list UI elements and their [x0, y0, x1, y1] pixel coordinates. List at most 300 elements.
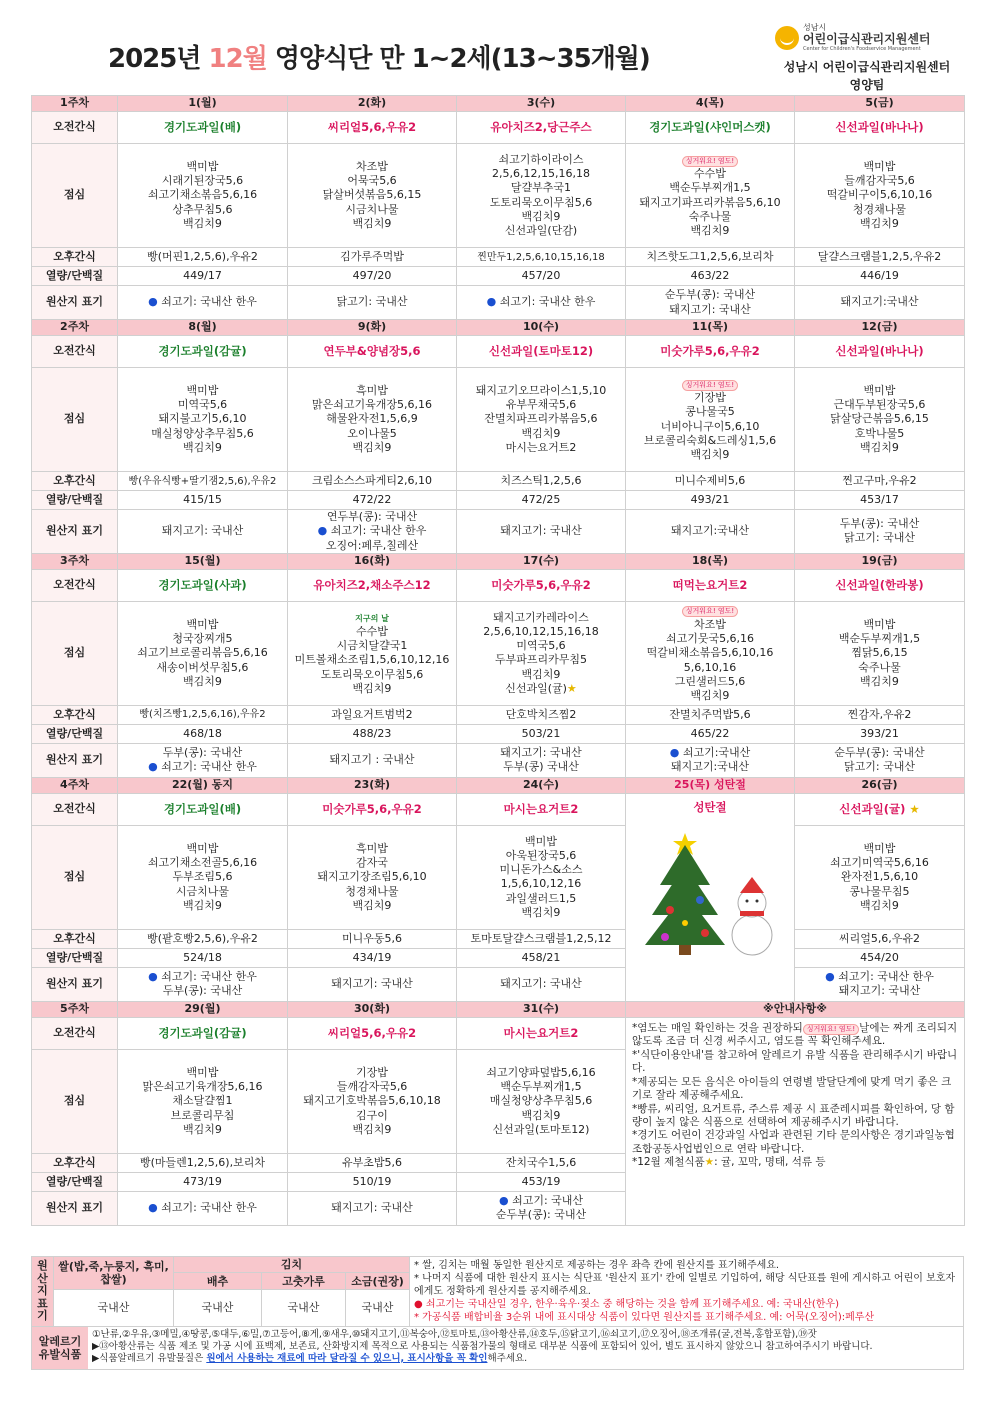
week-label: 3주차 — [32, 553, 118, 569]
origin-notes: * 쌀, 김치는 매월 동일한 원산지로 제공하는 경우 좌측 칸에 원산지를 표기해주세요. * 나머지 식품에 대한 원산지 표시는 식단표 '원산지 표기' 칸에 일별로 기입하여, 해당 식단표를 원에 게시하고 어린이 보호자에게도 정확하게 원산지를 공지해주세요. ● 쇠고기는 국내산일 경우, 한우·육우·젖소 중 해당하는 것을 함께 표기해주세요. 예: 국내산(한우) * 가공식품 배합비율 3순위 내에 표시대상 식품이 있다면 원산지를 표기해주세요. 예: 어묵(오징어):페루산 — [410, 1257, 964, 1327]
am-snack-cell — [795, 793, 965, 825]
nutrition-cell: 457/20 — [457, 267, 626, 286]
pm-snack-row — [32, 929, 965, 948]
am-snack-text: 경기도과일(샤인머스캣) — [649, 120, 771, 135]
am-snack-cell — [626, 569, 795, 601]
menu-item: 백순두부찌개1,5 — [838, 631, 921, 645]
row-label-pm: 오후간식 — [32, 472, 118, 491]
day-header: 17(수) — [457, 553, 626, 569]
menu-item: 도토리묵오이무침5,6 — [489, 195, 593, 209]
menu-item: 청경채나물 — [852, 202, 907, 216]
allergy-section — [31, 1326, 964, 1370]
menu-item: 들깨감자국5,6 — [844, 174, 915, 188]
row-label-nutrition: 열량/단백질 — [32, 267, 118, 286]
lunch-cell — [288, 825, 457, 929]
am-snack-cell — [288, 793, 457, 825]
origin-text: 돼지고기:국내산 — [670, 524, 750, 538]
pm-snack-cell: 과일요거트범벅2 — [288, 705, 457, 724]
menu-item: 2,5,6,12,15,16,18 — [492, 166, 590, 180]
week-label: 2주차 — [32, 320, 118, 336]
am-snack-text: 경기도과일(감귤) — [158, 1025, 247, 1040]
lunch-cell — [626, 368, 795, 472]
day-header: 19(금) — [795, 553, 965, 569]
lunch-cell — [626, 144, 795, 248]
menu-item: 백김치9 — [690, 689, 730, 703]
cabbage-origin: 국내산 — [174, 1289, 262, 1326]
menu-item: 도토리묵오이무침5,6 — [320, 667, 424, 681]
menu-item: 맑은쇠고기육개장5,6,16 — [312, 398, 432, 412]
menu-item: 신선과일(단감) — [504, 224, 578, 238]
origin-row — [32, 286, 965, 320]
lunch-cell — [457, 144, 626, 248]
am-snack-cell — [795, 569, 965, 601]
menu-item: 백김치9 — [183, 674, 222, 688]
nutrition-cell: 493/21 — [626, 491, 795, 510]
origin-cell — [457, 510, 626, 554]
nutrition-cell: 468/18 — [118, 724, 288, 743]
menu-item: 백김치9 — [690, 224, 730, 238]
menu-item: 시래기된장국5,6 — [161, 174, 244, 188]
menu-item: 흑미밥 — [356, 383, 388, 397]
lunch-cell — [288, 601, 457, 705]
am-snack-text: 씨리얼5,6,우유2 — [327, 1025, 417, 1040]
day-header: 24(수) — [457, 777, 626, 793]
salt-badge-icon: 싱거워요! 염도! — [682, 606, 738, 617]
menu-item: 백미밥 — [863, 383, 896, 397]
menu-item: 백미밥 — [186, 617, 219, 631]
menu-item: 근대두부된장국5,6 — [833, 398, 926, 412]
origin-text: 돼지고기: 국내산 — [500, 746, 582, 760]
lunch-cell — [118, 368, 288, 472]
salt-origin: 국내산 — [346, 1289, 410, 1326]
week-header-row — [32, 553, 965, 569]
row-label-am: 오전간식 — [32, 1017, 118, 1049]
origin-text: 돼지고기:국내산 — [670, 760, 750, 774]
am-snack-cell — [118, 1017, 288, 1049]
am-snack-row — [32, 793, 965, 825]
menu-item: 쇠고기양파덮밥5,6,16 — [486, 1065, 596, 1079]
origin-cell — [457, 743, 626, 777]
day-header: 25(목) 성탄절 — [626, 777, 795, 793]
day-header: 11(목) — [626, 320, 795, 336]
row-label-pm: 오후간식 — [32, 705, 118, 724]
pm-snack-cell: 단호박치즈찜2 — [457, 705, 626, 724]
am-snack-text: 신선과일(바나나) — [835, 344, 924, 359]
origin-text: 쇠고기: 국내산 — [512, 1194, 584, 1208]
nutrition-cell: 497/20 — [288, 267, 457, 286]
am-snack-text: 연두부&양념장5,6 — [323, 344, 421, 359]
row-label-lunch: 점심 — [32, 601, 118, 705]
day-header: 29(월) — [118, 1001, 288, 1017]
pm-snack-cell: 김가루주먹밥 — [288, 248, 457, 267]
menu-item: 달걀부추국1 — [510, 181, 572, 195]
menu-item: 아욱된장국5,6 — [505, 848, 577, 862]
menu-item: 유부무채국5,6 — [505, 398, 577, 412]
center-name: 성남시 어린이급식관리지원센터 — [783, 60, 951, 74]
am-snack-text: 신선과일(귤) — [839, 801, 906, 816]
menu-item: 돼지고기장조림5,6,10 — [317, 870, 427, 884]
am-snack-text: 경기도과일(배) — [163, 801, 242, 816]
bullet-icon: ● — [148, 295, 162, 309]
origin-cell — [118, 286, 288, 320]
notice-line: *경기도 어린이 건강과일 사업과 관련된 기타 문의사항은 경기과일농협조합공동사업법인으로 연락 바랍니다. — [632, 1129, 955, 1155]
menu-item: 채소달걀찜1 — [172, 1094, 233, 1108]
pm-snack-cell: 빵(팥호빵2,5,6),우유2 — [118, 929, 288, 948]
am-snack-cell — [626, 112, 795, 144]
menu-item: 돼지고기카레라이스 — [493, 610, 589, 624]
nutrition-cell: 488/23 — [288, 724, 457, 743]
nutrition-cell: 458/21 — [457, 948, 626, 967]
origin-text: 돼지고기: 국내산 — [669, 302, 751, 316]
star-icon: ★ — [704, 1156, 715, 1169]
pepper-origin: 국내산 — [262, 1289, 346, 1326]
nutrition-cell: 472/25 — [457, 491, 626, 510]
pm-snack-cell: 찐고구마,우유2 — [795, 472, 965, 491]
origin-cell — [795, 967, 965, 1001]
menu-item: 상추무침5,6 — [172, 202, 233, 216]
menu-item: 숙주나물 — [858, 660, 901, 674]
origin-cell — [288, 1191, 457, 1225]
origin-cell — [795, 510, 965, 554]
menu-item: 미트볼채소조림1,5,6,10,12,16 — [294, 653, 450, 667]
day-header: 18(목) — [626, 553, 795, 569]
lunch-cell — [118, 1049, 288, 1153]
nutrition-cell: 446/19 — [795, 267, 965, 286]
menu-item: 마시는요거트2 — [505, 440, 577, 454]
pm-snack-cell: 치즈스틱1,2,5,6 — [457, 472, 626, 491]
bullet-icon: ● — [148, 760, 162, 774]
row-label-pm: 오후간식 — [32, 929, 118, 948]
row-label-lunch: 점심 — [32, 368, 118, 472]
menu-item: 숙주나물 — [688, 209, 732, 223]
nutrition-cell: 453/17 — [795, 491, 965, 510]
row-label-am: 오전간식 — [32, 793, 118, 825]
origin-row — [32, 510, 965, 554]
menu-item: 백김치9 — [860, 216, 899, 230]
origin-cell — [118, 743, 288, 777]
menu-item: 차조밥 — [694, 617, 726, 631]
lunch-row — [32, 825, 965, 929]
origin-cell — [288, 510, 457, 554]
lunch-cell — [288, 144, 457, 248]
week-label: 4주차 — [32, 777, 118, 793]
origin-text: 쇠고기:국내산 — [682, 746, 751, 760]
lunch-cell — [795, 601, 965, 705]
am-snack-row — [32, 112, 965, 144]
center-logo: 성남시 어린이급식관리지원센터 Center for Children's Foodservice Management — [775, 20, 965, 56]
origin-row — [32, 967, 965, 1001]
menu-item: 백김치9 — [860, 674, 899, 688]
origin-cell — [118, 510, 288, 554]
rice-origin: 국내산 — [54, 1289, 174, 1326]
rice-header: 쌀(밥,죽,누룽지, 흑미,찹쌀) — [54, 1257, 174, 1290]
menu-item: 백미밥 — [186, 383, 219, 397]
menu-item: 잔멸치파프리카볶음5,6 — [484, 412, 598, 426]
menu-item: 백미밥 — [863, 159, 896, 173]
origin-cell — [118, 967, 288, 1001]
origin-cell — [457, 286, 626, 320]
menu-item: 호박나물5 — [854, 426, 905, 440]
lunch-cell — [118, 144, 288, 248]
pm-snack-row — [32, 705, 965, 724]
am-snack-text: 마시는요거트2 — [503, 801, 579, 816]
menu-item: 백미밥 — [186, 1065, 219, 1079]
pm-snack-cell: 토마토달걀스크램블1,2,5,12 — [457, 929, 626, 948]
bullet-icon: ● — [148, 1201, 162, 1215]
am-snack-cell — [457, 569, 626, 601]
nutrition-cell: 472/22 — [288, 491, 457, 510]
menu-item: 백김치9 — [183, 216, 222, 230]
nutrition-row — [32, 491, 965, 510]
am-snack-cell — [795, 112, 965, 144]
notice-line: *염도는 매일 확인하는 것을 권장하되 — [632, 1021, 803, 1034]
nutrition-cell: 463/22 — [626, 267, 795, 286]
nutrition-cell: 415/15 — [118, 491, 288, 510]
allergy-body: ①난류,②우유,③메밀,④땅콩,⑤대두,⑥밀,⑦고등어,⑧게,⑨새우,⑩돼지고기,⑪복숭아,⑫토마토,⑬아황산류,⑭호두,⑮닭고기,⑯쇠고기,⑰오징어,⑱조개류(굴,전복,홍합포함),⑲잣 ▶⑬아황산류는 식품 제조 및 가공 시에 표백제, 보존료, 산화방지제 목적으로 사용되는 식품첨가물의 형태로 대부분 식품에 포함되어 있어, 별도 표시하지 않았으니 참고하여주시기 바랍니다. ▶식품알레르기 유발물질은 원에서 사용하는 재료에 따라 달라질 수 있으니, 표시사항을 꼭 확인해주세요. — [92, 1329, 873, 1364]
lunch-row — [32, 601, 965, 705]
day-header: 12(금) — [795, 320, 965, 336]
am-snack-row — [32, 336, 965, 368]
salt-badge-icon: 싱거워요! 염도! — [682, 380, 738, 391]
lunch-cell — [118, 601, 288, 705]
row-label-nutrition: 열량/단백질 — [32, 948, 118, 967]
menu-item: 두부조림5,6 — [172, 870, 233, 884]
row-label-nutrition: 열량/단백질 — [32, 724, 118, 743]
menu-item: 해물완자전1,5,6,9 — [326, 412, 418, 426]
am-snack-text: 미숫가루5,6,우유2 — [322, 801, 422, 816]
menu-item: 백김치9 — [521, 667, 561, 681]
am-snack-cell — [288, 112, 457, 144]
am-snack-row — [32, 569, 965, 601]
menu-item: 콩나물국5 — [685, 405, 735, 419]
menu-item: 맑은쇠고기육개장5,6,16 — [142, 1079, 263, 1093]
salt-badge-icon: 싱거워요! 염도! — [682, 156, 738, 167]
menu-table — [31, 95, 965, 1226]
pm-snack-cell: 찐만두1,2,5,6,10,15,16,18 — [457, 248, 626, 267]
origin-cell — [626, 286, 795, 320]
am-snack-text: 신선과일(토마토12) — [488, 344, 594, 359]
menu-item: 신선과일(토마토12) — [492, 1122, 590, 1136]
lunch-cell — [288, 1049, 457, 1153]
menu-item: 백김치9 — [352, 898, 392, 912]
bullet-icon: ● — [317, 524, 331, 538]
am-snack-cell — [118, 336, 288, 368]
menu-item: 떡갈비구이5,6,10,16 — [826, 188, 933, 202]
menu-item: 차조밥 — [356, 159, 388, 173]
day-header: 8(월) — [118, 320, 288, 336]
nutrition-cell: 473/19 — [118, 1172, 288, 1191]
menu-item: 콩나물무침5 — [849, 884, 910, 898]
allergy-label: 알레르기 유발식품 — [32, 1327, 88, 1369]
origin-text: 두부(콩) 국내산 — [503, 760, 579, 774]
page-title: 2025년 12월 영양식단 만 1~2세(13~35개월) — [108, 44, 650, 74]
team-name: 영양팀 — [849, 78, 885, 92]
menu-item: 새송이버섯무침5,6 — [156, 660, 249, 674]
pm-snack-row — [32, 248, 965, 267]
origin-text: 쇠고기: 국내산 한우 — [330, 524, 427, 538]
origin-text: 돼지고기: 국내산 — [500, 977, 582, 991]
pm-snack-cell: 달걀스크램블1,2,5,우유2 — [795, 248, 965, 267]
nutrition-cell: 393/21 — [795, 724, 965, 743]
menu-item: 백김치9 — [183, 898, 222, 912]
menu-item: 찜닭5,6,15 — [851, 646, 908, 660]
day-header: 5(금) — [795, 96, 965, 112]
menu-item: 떡갈비채소볶음5,6,10,16 — [646, 646, 774, 660]
menu-item: 백미밥 — [186, 841, 219, 855]
am-snack-cell — [457, 336, 626, 368]
menu-item: 너비아니구이5,6,10 — [660, 419, 760, 433]
row-label-pm: 오후간식 — [32, 248, 118, 267]
week-label: 5주차 — [32, 1001, 118, 1017]
menu-item: 백미밥 — [863, 617, 896, 631]
menu-item: 백순두부찌개1,5 — [669, 181, 751, 195]
lunch-cell — [626, 601, 795, 705]
origin-text: 돼지고기: 국내산 — [161, 524, 244, 538]
day-header: 26(금) — [795, 777, 965, 793]
origin-cell — [288, 743, 457, 777]
menu-item: 시금치나물 — [345, 202, 399, 216]
menu-item: 수수밥 — [694, 166, 726, 180]
menu-item: 백김치9 — [521, 905, 561, 919]
notice-line: : 귤, 꼬막, 명태, 석류 등 — [714, 1156, 826, 1169]
week-header-row — [32, 777, 965, 793]
am-snack-cell — [795, 336, 965, 368]
menu-item: 수수밥 — [356, 624, 388, 638]
menu-item: 오이나물5 — [347, 426, 397, 440]
origin-text: 쇠고기: 국내산 한우 — [161, 970, 257, 984]
menu-item: 그린샐러드5,6 — [674, 674, 746, 688]
am-snack-cell — [288, 336, 457, 368]
pm-snack-cell: 크림소스스파게티2,6,10 — [288, 472, 457, 491]
menu-item: 백김치9 — [352, 1122, 392, 1136]
lunch-cell — [288, 368, 457, 472]
menu-item: 백김치9 — [352, 216, 392, 230]
row-label-lunch: 점심 — [32, 825, 118, 929]
pm-snack-cell: 빵(머핀1,2,5,6),우유2 — [118, 248, 288, 267]
am-snack-row — [32, 1017, 965, 1049]
menu-item: 기장밥 — [356, 1065, 388, 1079]
bullet-icon: ● — [669, 746, 683, 760]
day-header: 22(월) 동지 — [118, 777, 288, 793]
origin-text: 오징어:페루,칠레산 — [325, 538, 419, 552]
menu-item: 쇠고기하이라이스 — [498, 152, 584, 166]
bullet-icon: ● — [148, 970, 162, 984]
menu-item: 흑미밥 — [356, 841, 388, 855]
lunch-cell — [457, 368, 626, 472]
am-snack-cell — [288, 569, 457, 601]
menu-item: 매실청양상추무침5,6 — [489, 1094, 593, 1108]
star-icon: ★ — [905, 801, 920, 816]
origin-cell — [626, 743, 795, 777]
week-header-row — [32, 320, 965, 336]
day-header: 4(목) — [626, 96, 795, 112]
menu-item: 쇠고기뭇국5,6,16 — [665, 631, 755, 645]
week-header-row — [32, 1001, 965, 1017]
row-label-origin: 원산지 표기 — [32, 510, 118, 554]
menu-item: 돼지고기오므라이스1,5,10 — [475, 383, 607, 397]
notice-line: *제공되는 모든 음식은 아이들의 연령별 발달단계에 맞게 먹기 좋은 크기로 잘라 제공해주세요. — [632, 1075, 952, 1102]
origin-cell — [626, 510, 795, 554]
star-icon: ★ — [566, 681, 577, 695]
bullet-icon: ● — [498, 1194, 513, 1208]
pm-snack-row — [32, 472, 965, 491]
origin-text: 닭고기: 국내산 — [336, 295, 408, 309]
day-header: 23(화) — [288, 777, 457, 793]
menu-item — [458, 682, 624, 696]
day-header: 15(월) — [118, 553, 288, 569]
origin-text: 돼지고기: 국내산 — [838, 984, 921, 998]
notice-line: *빵류, 씨리얼, 요거트류, 주스류 제공 시 표준레시피를 확인하여, 당 함량이 높지 않은 식품으로 선택하여 제공해주시기 바랍니다. — [632, 1102, 955, 1128]
origin-text: 돼지고기: 국내산 — [331, 977, 413, 991]
menu-item: 감자국 — [356, 855, 388, 869]
bullet-icon: ● — [825, 970, 839, 984]
menu-item: 백미밥 — [863, 841, 896, 855]
menu-item: 돼지불고기5,6,10 — [158, 412, 247, 426]
day-header: 30(화) — [288, 1001, 457, 1017]
am-snack-text: 유아치즈2,당근주스 — [490, 120, 592, 135]
row-label-pm: 오후간식 — [32, 1153, 118, 1172]
nutrition-cell: 510/19 — [288, 1172, 457, 1191]
lunch-cell — [795, 825, 965, 929]
menu-item: 백김치9 — [521, 1108, 561, 1122]
menu-item: 백김치9 — [521, 426, 561, 440]
menu-item: 백김치9 — [183, 1122, 222, 1136]
origin-label: 원 산 지 표 기 — [32, 1257, 54, 1327]
menu-item: 백김치9 — [690, 448, 730, 462]
nutrition-row — [32, 724, 965, 743]
origin-cell — [118, 1191, 288, 1225]
pm-snack-cell: 치즈핫도그1,2,5,6,보리차 — [626, 248, 795, 267]
menu-item: 돼지고기파프리카볶음5,6,10 — [639, 195, 781, 209]
menu-item: 백김치9 — [352, 440, 392, 454]
menu-item: 매실청양상추무침5,6 — [151, 426, 254, 440]
notice-line: 날에는 짜게 조리되지 않도록 조금 더 신경 써주시고, 염도를 꼭 확인해주세요. — [632, 1021, 958, 1048]
menu-item: 닭살버섯볶음5,6,15 — [322, 188, 422, 202]
cabbage-header: 배추 — [174, 1273, 262, 1289]
kimchi-header: 김치 — [174, 1257, 410, 1273]
lunch-row — [32, 368, 965, 472]
origin-cell — [457, 1191, 626, 1225]
pm-snack-cell: 빵(치즈빵1,2,5,6,16),우유2 — [118, 705, 288, 724]
am-snack-text: 미숫가루5,6,우유2 — [660, 344, 760, 359]
notice-title: ※안내사항※ — [626, 1001, 965, 1017]
origin-text: 닭고기: 국내산 — [844, 760, 915, 774]
origin-text: 연두부(콩): 국내산 — [326, 510, 418, 523]
origin-text: 두부(콩): 국내산 — [162, 746, 243, 760]
origin-text: 닭고기: 국내산 — [844, 531, 915, 545]
menu-item: 5,6,10,16 — [683, 660, 737, 674]
lunch-cell — [795, 144, 965, 248]
am-snack-cell — [457, 112, 626, 144]
lunch-cell — [457, 1049, 626, 1153]
origin-cell — [288, 286, 457, 320]
week-header-row — [32, 96, 965, 112]
day-header: 9(화) — [288, 320, 457, 336]
origin-text: 쇠고기: 국내산 한우 — [161, 295, 257, 309]
nutrition-cell: 524/18 — [118, 948, 288, 967]
menu-item: 닭살당근볶음5,6,15 — [830, 412, 929, 426]
menu-item: 들깨감자국5,6 — [336, 1079, 408, 1093]
menu-item: 미니돈가스&소스 — [499, 863, 583, 877]
origin-text: 쇠고기: 국내산 한우 — [499, 295, 596, 309]
menu-item: 청경채나물 — [345, 884, 399, 898]
menu-item: 백순두부찌개1,5 — [500, 1079, 582, 1093]
menu-item: 쇠고기브로콜리볶음5,6,16 — [137, 646, 268, 660]
am-snack-text: 경기도과일(사과) — [158, 577, 247, 592]
menu-item: 백김치9 — [521, 209, 561, 223]
row-label-lunch: 점심 — [32, 144, 118, 248]
row-label-nutrition: 열량/단백질 — [32, 1172, 118, 1191]
